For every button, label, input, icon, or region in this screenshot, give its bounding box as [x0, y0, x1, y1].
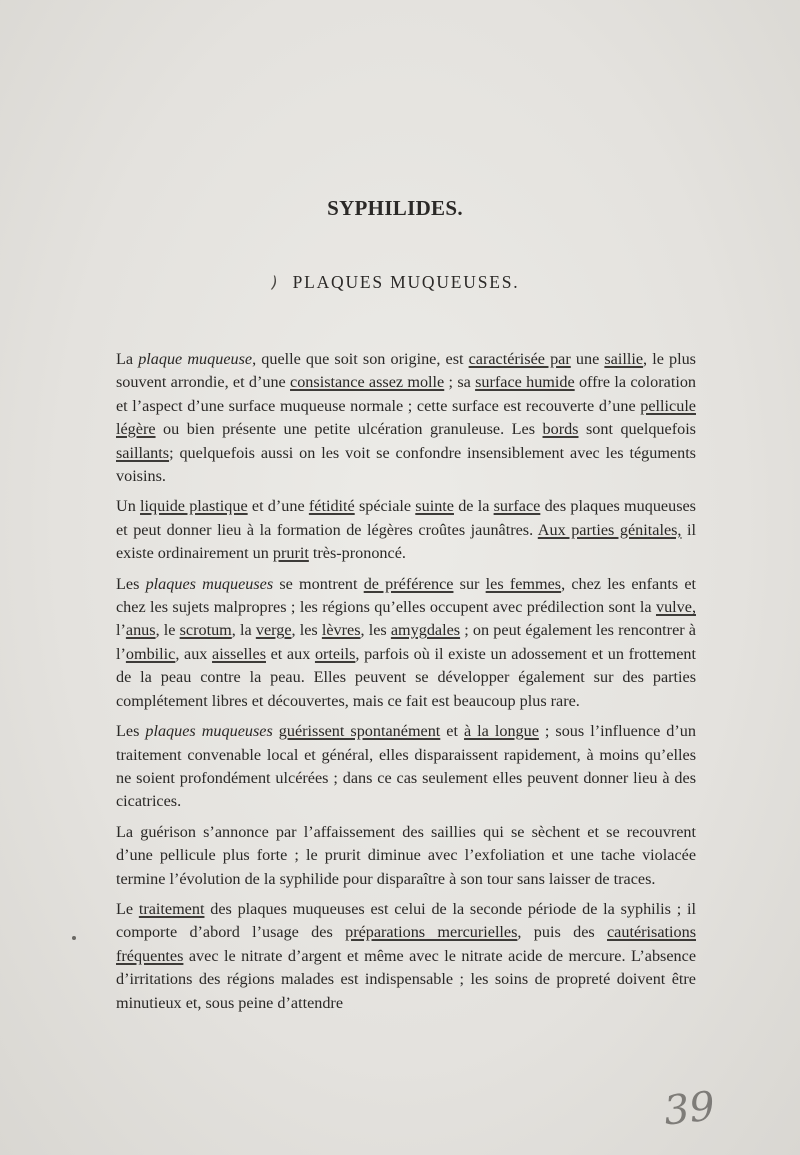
underlined-phrase: bords [542, 420, 579, 439]
text-run: il existe ordinairement un [116, 520, 697, 563]
text-run: , les [291, 621, 322, 640]
underlined-phrase: pellicule légère [116, 396, 696, 439]
section-heading: PLAQUES MUQUEUSES. [292, 272, 520, 292]
paragraph-6 [116, 898, 696, 1015]
paragraph-3 [116, 573, 696, 713]
text-run: se montrent [273, 574, 364, 593]
underlined-phrase: saillie [604, 350, 644, 368]
underlined-phrase: consistance assez molle [290, 373, 445, 392]
underlined-phrase: lèvres [321, 621, 361, 640]
underlined-phrase: anus [125, 621, 156, 640]
text-run: ; sous l’influence d’un traitement convenable local et général, elles disparaissent rapidement, à moins qu’elles ne soient profondément ulcérées ; dans ce cas seulement elles peuvent donner lieu à des cicatrices. [116, 722, 696, 811]
underlined-phrase: de préférence [363, 574, 454, 593]
italic-term: plaques muqueuses [145, 722, 273, 741]
text-run: une [570, 350, 605, 368]
paragraph-4 [116, 720, 696, 814]
text-run: , aux [175, 644, 213, 663]
section-heading-row [0, 272, 790, 293]
underlined-phrase: prurit [272, 544, 309, 563]
underlined-phrase: les femmes [485, 574, 562, 593]
paragraph-5 [116, 821, 696, 891]
text-run: et [440, 722, 464, 741]
underlined-phrase: vulve, [655, 598, 696, 617]
paragraph-1 [116, 348, 696, 488]
underlined-phrase: ombilic [125, 644, 176, 663]
text-run: ; quelquefois aussi on les voit se confondre insensiblement avec les téguments voisins. [116, 443, 696, 486]
text-run: et d’une [247, 497, 309, 516]
text-run: , parfois où il existe un adossement et un frottement de la peau contre la peau. Elles peuvent se développer également sur des parties complétement libres et découvertes, mais ce fait est beaucoup plus rare. [116, 644, 696, 710]
text-run: de la [453, 497, 494, 516]
underlined-phrase: aisselles [212, 644, 266, 663]
text-run: sont quelquefois [578, 420, 696, 439]
underlined-phrase: cautérisations fréquentes [116, 923, 696, 965]
text-run: sur [453, 574, 486, 593]
underlined-phrase: fétidité [308, 497, 355, 516]
underlined-phrase: guérissent spontanément [278, 722, 441, 741]
text-run: des plaques muqueuses est celui de la seconde période de la syphilis ; il comporte d’abord l’usage des [116, 899, 696, 942]
underlined-phrase: liquide plastique [140, 497, 248, 516]
handwritten-folio-number: 39 [661, 1083, 718, 1135]
text-run: , chez les enfants et chez les sujets malpropres ; les régions qu’elles occupent avec prédilection sont la [116, 574, 696, 617]
margin-mark: ) [268, 272, 281, 293]
underlined-phrase: préparations mercurielles [345, 923, 518, 942]
text-run: Les [116, 722, 146, 741]
underlined-phrase: orteils [314, 644, 356, 663]
underlined-phrase: amygdales [390, 621, 461, 640]
text-run: offre la coloration et l’aspect d’une surface muqueuse normale ; cette surface est recouverte d’une [116, 373, 697, 415]
text-run: et aux [266, 644, 315, 663]
underlined-phrase: caractérisée par [468, 350, 571, 368]
page-title: SYPHILIDES. [327, 196, 463, 220]
italic-term: plaque muqueuse [138, 350, 253, 368]
paragraph-2 [116, 495, 696, 565]
text-run: l’ [116, 621, 126, 640]
text-run: Le [116, 899, 139, 918]
text-run: , le [155, 621, 180, 640]
underlined-phrase: suinte [415, 497, 454, 516]
underlined-phrase: verge [255, 621, 292, 640]
text-run: des plaques muqueuses et peut donner lieu à la formation de légères croûtes jaunâtres. [116, 497, 696, 539]
text-run: , la [231, 621, 256, 640]
body-text [116, 348, 696, 1022]
text-run: très-prononcé. [308, 544, 406, 563]
text-run: Les [116, 574, 146, 593]
text-run: ou bien présente une petite ulcération granuleuse. Les [155, 420, 543, 439]
text-run: Un [116, 497, 141, 516]
text-run: , le plus souvent arrondie, et d’une [116, 350, 696, 392]
underlined-phrase: surface [493, 497, 541, 516]
italic-term: plaques muqueuses [145, 574, 274, 593]
underlined-phrase: saillants [116, 443, 170, 462]
text-run: La [116, 350, 139, 368]
underlined-phrase: à la longue [464, 722, 539, 741]
underlined-phrase: Aux parties génitales, [537, 520, 682, 539]
text-run: avec le nitrate d’argent et même avec le nitrate acide de mercure. L’absence d’irritations des régions malades est indispensable ; les soins de propreté doivent être minutieux et, sous peine d’attendre [116, 946, 696, 1012]
text-run: , quelle que soit son origine, est [252, 350, 469, 368]
text-run: La guérison s’annonce par l’affaissement des saillies qui se sèchent et se recouvrent d’une pellicule plus forte ; le prurit diminue avec l’exfoliation et une tache violacée termine l’évolution de la syphilide pour disparaître à son tour sans laisser de traces. [116, 822, 696, 888]
text-run: , les [360, 621, 391, 640]
margin-dot [72, 936, 76, 940]
underlined-phrase: traitement [138, 899, 205, 918]
underlined-phrase: surface humide [475, 373, 575, 392]
text-run: , puis des [517, 923, 607, 942]
text-run: ; on peut également les rencontrer à l’ [116, 621, 696, 663]
underlined-phrase: scrotum [179, 621, 232, 640]
text-run: ; sa [444, 373, 476, 392]
text-run: spéciale [354, 497, 416, 516]
